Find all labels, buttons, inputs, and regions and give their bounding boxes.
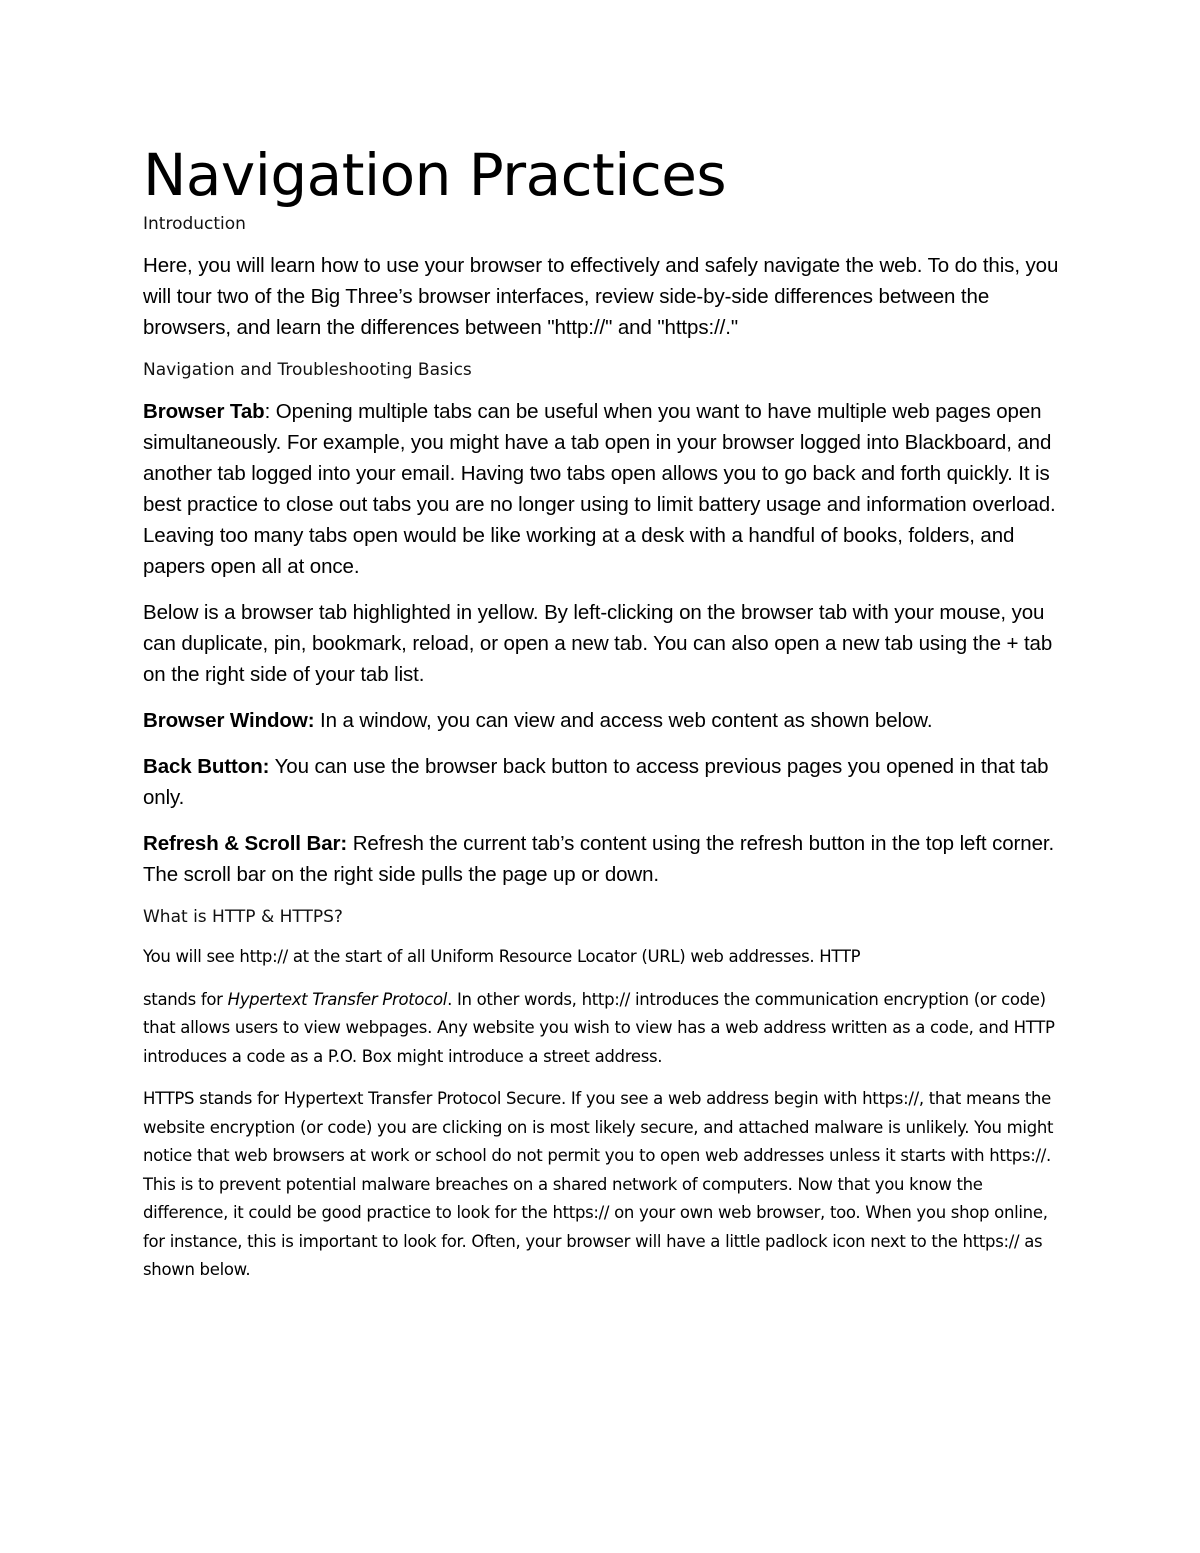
http-line1-paragraph: You will see http:// at the start of all Uniform Resource Locator (URL) web addresses. HTTP [143,947,861,966]
http-heading: What is HTTP & HTTPS? [143,907,343,927]
http-def-rest: . In other words, http:// introduces the communication encryption (or code) that allows users to view webpages. Any website you wish to view has a web address written as a code, and HTTP introduces a code as a P.O. Box might introduce a street address. [143,989,1055,1066]
refresh-scroll-label: Refresh & Scroll Bar: [143,832,348,855]
browser-window-label: Browser Window: [143,709,315,732]
browser-tab-label: Browser Tab [143,400,265,423]
page-title: Navigation Practices [143,141,727,209]
http-def-italic: Hypertext Transfer Protocol [227,989,448,1009]
http-definition-paragraph [143,986,1060,1072]
browser-window-paragraph [143,705,1060,736]
back-button-label: Back Button: [143,755,270,778]
browser-tab-paragraph [143,396,1060,582]
intro-heading: Introduction [143,214,246,234]
refresh-scroll-text: Refresh the current tab’s content using the refresh button in the top left corner. The scroll bar on the right side pulls the page up or down. [143,832,1055,886]
nav-heading: Navigation and Troubleshooting Basics [143,360,472,380]
refresh-scroll-paragraph [143,828,1060,890]
tab-highlight-paragraph: Below is a browser tab highlighted in yellow. By left-clicking on the browser tab with your mouse, you can duplicate, pin, bookmark, reload, or open a new tab. You can also open a new tab using the + tab on the right side of your tab list. [143,601,1053,686]
http-def-prefix: stands for [143,989,228,1009]
https-paragraph: HTTPS stands for Hypertext Transfer Protocol Secure. If you see a web address begin with https://, that means the website encryption (or code) you are clicking on is most likely secure, and attached malware is unlikely. You might notice that web browsers at work or school do not permit you to open web addresses unless it starts with https://. This is to prevent potential malware breaches on a shared network of computers. Now that you know the difference, it could be good practice to look for the https:// on your own web browser, too. When you shop online, for instance, this is important to look for. Often, your browser will have a little padlock icon next to the https:// as shown below. [143,1089,1054,1279]
browser-tab-text: : Opening multiple tabs can be useful when you want to have multiple web pages open simultaneously. For example, you might have a tab open in your browser logged into Blackboard, and another tab logged into your email. Having two tabs open allows you to go back and forth quickly. It is best practice to close out tabs you are no longer using to limit battery usage and information overload. Leaving too many tabs open would be like working at a desk with a handful of books, folders, and papers open all at once. [143,400,1056,578]
back-button-text: You can use the browser back button to access previous pages you opened in that tab only. [143,755,1049,809]
back-button-paragraph [143,751,1060,813]
intro-paragraph: Here, you will learn how to use your browser to effectively and safely navigate the web. To do this, you will tour two of the Big Three’s browser interfaces, review side-by-side differences between the browsers, and learn the differences between "http://" and "https://." [143,254,1059,339]
browser-window-text: In a window, you can view and access web content as shown below. [314,709,933,732]
